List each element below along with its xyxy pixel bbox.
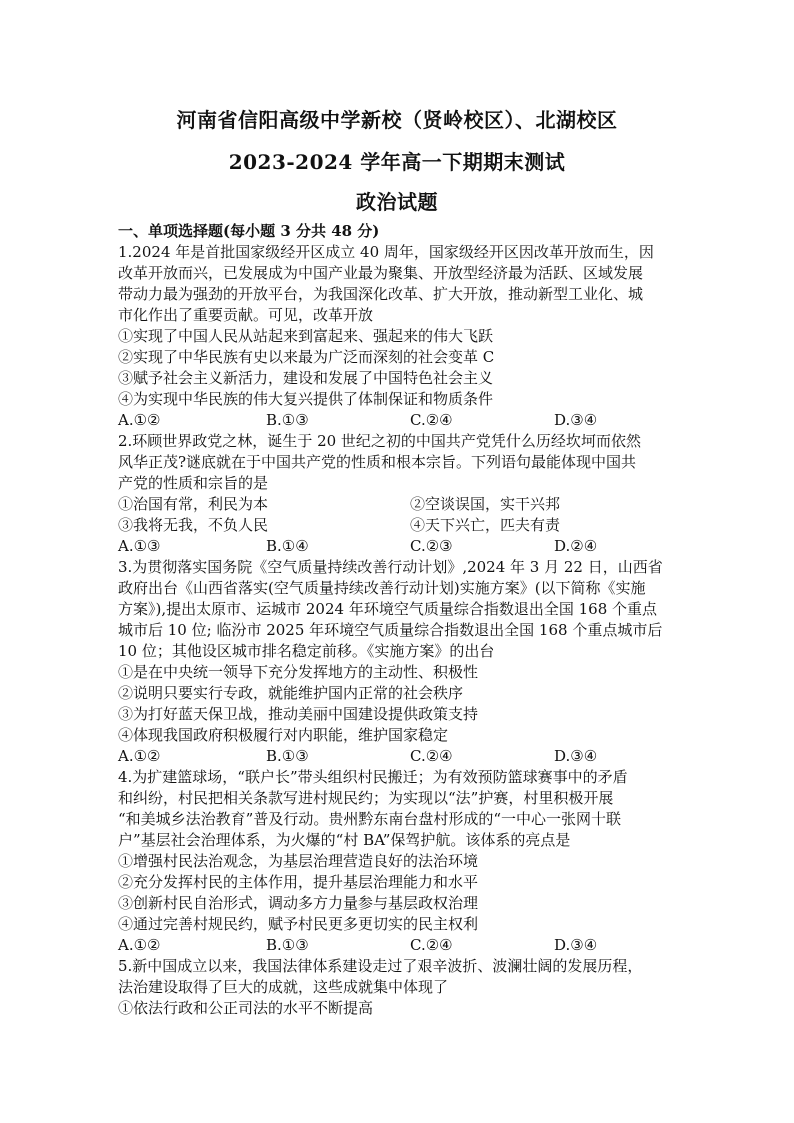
statement-item: ③我将无我，不负人民	[118, 516, 269, 534]
choice-a: A.①②	[118, 936, 161, 954]
question-stem-line: 政府出台《山西省落实(空气质量持续改善行动计划)实施方案》(以下简称《实施	[118, 579, 646, 597]
statement-row	[118, 515, 678, 536]
question-5	[118, 956, 678, 1019]
question-stem-line: 风华正茂?谜底就在于中国共产党的性质和根本宗旨。下列语句最能体现中国共	[118, 453, 637, 471]
choice-d: D.③④	[554, 747, 598, 765]
statement-item: ②充分发挥村民的主体作用，提升基层治理能力和水平	[118, 873, 479, 891]
choice-c: C.②④	[410, 411, 453, 429]
question-1	[118, 242, 678, 431]
answer-choices	[118, 746, 678, 767]
statement-item: ①是在中央统一领导下充分发挥地方的主动性、积极性	[118, 663, 479, 681]
choice-c: C.②④	[410, 936, 453, 954]
exam-body	[118, 221, 678, 1019]
statement-item: ①治国有常，利民为本	[118, 495, 269, 513]
choice-c: C.②④	[410, 747, 453, 765]
answer-choices	[118, 410, 678, 431]
question-stem-line: 4.为扩建篮球场，“联户长”带头组织村民搬迁；为有效预防篮球赛事中的矛盾	[118, 768, 628, 786]
question-stem-line: 带动力最为强劲的开放平台，为我国深化改革、扩大开放，推动新型工业化、城	[118, 285, 644, 303]
question-3	[118, 557, 678, 767]
choice-b: B.①④	[266, 537, 309, 555]
choice-a: A.①②	[118, 411, 161, 429]
question-stem-line: 户”基层社会治理体系，为火爆的“村 BA”保驾护航。该体系的亮点是	[118, 831, 571, 849]
question-2	[118, 431, 678, 557]
question-stem-line: 改革开放而兴，已发展成为中国产业最为聚集、开放型经济最为活跃、区域发展	[118, 264, 644, 282]
question-stem-line: 法治建设取得了巨大的成就，这些成就集中体现了	[118, 978, 449, 996]
choice-b: B.①③	[266, 936, 309, 954]
statement-row	[118, 494, 678, 515]
answer-choices	[118, 536, 678, 557]
question-stem-line: 和纠纷，村民把相关条款写进村规民约；为实现以“法”护赛，村里积极开展	[118, 789, 614, 807]
choice-d: D.②④	[554, 537, 598, 555]
question-stem-line: 10 位；其他设区城市排名稳定前移。《实施方案》的出台	[118, 642, 495, 660]
statement-item: ①依法行政和公正司法的水平不断提高	[118, 999, 374, 1017]
question-4	[118, 767, 678, 956]
statement-item: ④为实现中华民族的伟大复兴提供了体制保证和物质条件	[118, 390, 494, 408]
choice-d: D.③④	[554, 411, 598, 429]
question-stem-line: 3.为贯彻落实国务院《空气质量持续改善行动计划》,2024 年 3 月 22 日，山西省	[118, 558, 663, 576]
choice-d: D.③④	[554, 936, 598, 954]
statement-item: ③赋予社会主义新活力，建设和发展了中国特色社会主义	[118, 369, 494, 387]
statement-item: ④通过完善村规民约，赋予村民更多更切实的民主权利	[118, 915, 479, 933]
statement-item: ②空谈误国，实干兴邦	[410, 495, 561, 513]
statement-item: ③为打好蓝天保卫战，推动美丽中国建设提供政策支持	[118, 705, 479, 723]
question-stem-line: 市化作出了重要贡献。可见，改革开放	[118, 306, 374, 324]
question-stem-line: 方案》),提出太原市、运城市 2024 年环境空气质量综合指数退出全国 168 个重点	[118, 600, 657, 618]
question-stem-line: 1.2024 年是首批国家级经开区成立 40 周年，国家级经开区因改革开放而生，因	[118, 243, 654, 261]
choice-b: B.①③	[266, 747, 309, 765]
statement-item: ②实现了中华民族有史以来最为广泛而深刻的社会变革 C	[118, 348, 495, 366]
question-stem-line: 产党的性质和宗旨的是	[118, 474, 269, 492]
exam-title-subject: 政治试题	[356, 190, 438, 214]
statement-item: ②说明只要实行专政，就能维护国内正常的社会秩序	[118, 684, 464, 702]
question-stem-line: “和美城乡法治教育”普及行动。贵州黔东南台盘村形成的“一中心一张网十联	[118, 810, 622, 828]
statement-item: ③创新村民自治形式，调动多方力量参与基层政权治理	[118, 894, 479, 912]
statement-item: ①增强村民法治观念，为基层治理营造良好的法治环境	[118, 852, 479, 870]
question-stem-line: 5.新中国成立以来，我国法律体系建设走过了艰辛波折、波澜壮阔的发展历程，	[118, 957, 643, 975]
section-heading: 一、单项选择题(每小题 3 分共 48 分)	[118, 222, 380, 240]
statement-item: ①实现了中国人民从站起来到富起来、强起来的伟大飞跃	[118, 327, 494, 345]
choice-c: C.②③	[410, 537, 453, 555]
answer-choices	[118, 935, 678, 956]
choice-a: A.①②	[118, 747, 161, 765]
statement-item: ④体现我国政府积极履行对内职能，维护国家稳定	[118, 726, 449, 744]
exam-title-term: 2023-2024 学年高一下期期末测试	[228, 150, 566, 174]
question-stem-line: 城市后 10 位; 临汾市 2025 年环境空气质量综合指数退出全国 168 个重点城市后	[118, 621, 663, 639]
statement-item: ④天下兴亡，匹夫有责	[410, 516, 561, 534]
exam-title-school: 河南省信阳高级中学新校（贤岭校区）、北湖校区	[176, 108, 618, 132]
choice-b: B.①③	[266, 411, 309, 429]
choice-a: A.①③	[118, 537, 161, 555]
question-stem-line: 2.环顾世界政党之林，诞生于 20 世纪之初的中国共产党凭什么历经坎坷而依然	[118, 432, 641, 450]
